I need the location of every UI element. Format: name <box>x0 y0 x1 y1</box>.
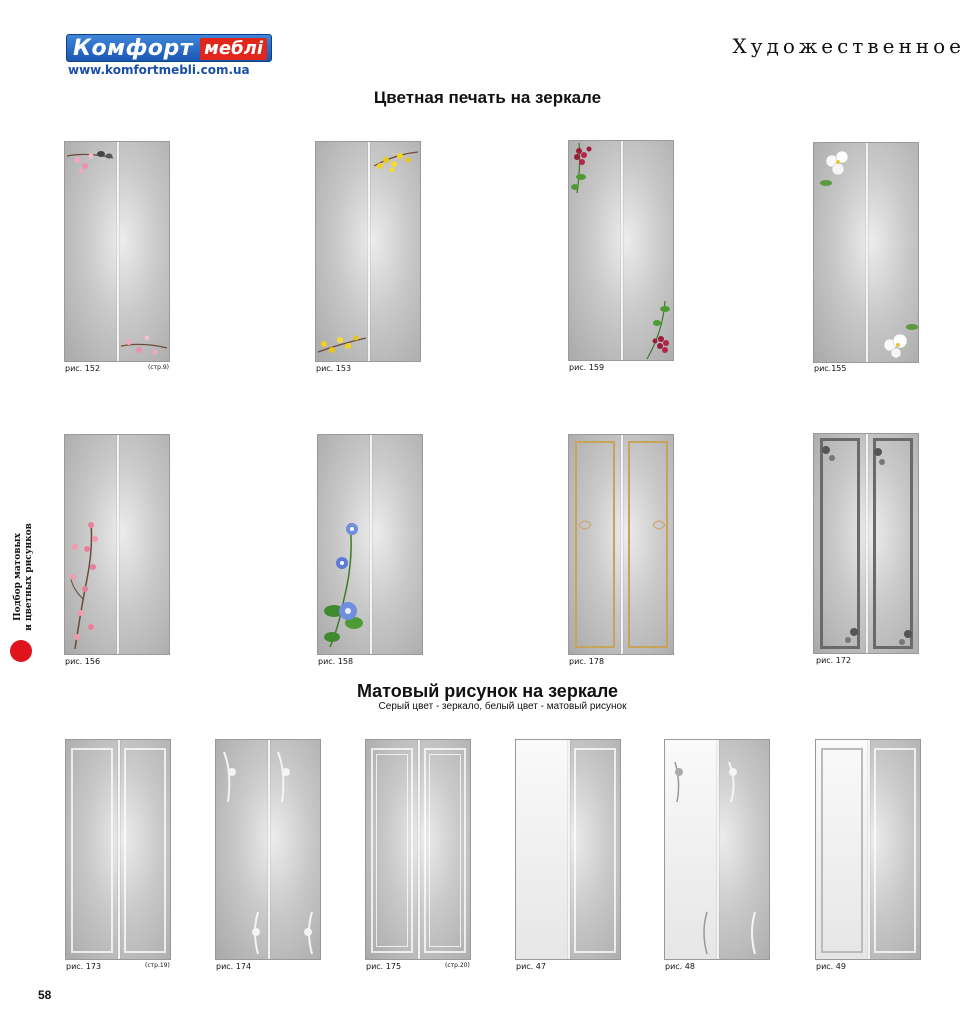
door-panel-175[interactable] <box>365 739 471 960</box>
page-ref[interactable]: (стр.19) <box>145 962 170 969</box>
matte-frame-ornament-icon <box>71 748 113 953</box>
matte-classic-frame-icon <box>874 748 916 953</box>
logo-badge <box>66 34 272 62</box>
logo-url[interactable]: www.komfortmebli.com.ua <box>68 63 250 77</box>
gold-frame-icon <box>575 441 615 648</box>
door-panel-156[interactable] <box>64 434 170 655</box>
door-panel-173[interactable] <box>65 739 171 960</box>
page-ref[interactable]: (стр.9) <box>148 364 170 371</box>
caption: рис. 49 <box>816 962 846 971</box>
door-panel-49[interactable] <box>815 739 921 960</box>
page-ref[interactable]: (стр.20) <box>445 962 470 969</box>
caption: рис. 178 <box>569 657 605 666</box>
door-panel-155[interactable] <box>813 142 919 363</box>
caption: рис. 156 <box>65 657 101 666</box>
matte-half-white-icon <box>516 740 568 959</box>
section-subtitle-matte: Серый цвет - зеркало, белый цвет - матовый рисунок <box>378 701 627 712</box>
white-flowers-icon <box>816 147 860 191</box>
cherry-blossom-birds-icon <box>67 144 115 176</box>
grapes-bottom-icon <box>643 301 673 361</box>
blue-morning-glory-icon <box>320 519 370 651</box>
side-tab-dot-icon <box>10 640 32 662</box>
door-panel-153[interactable] <box>315 141 421 362</box>
side-tab-label: Подбор матовых и цветных рисунков <box>13 523 34 631</box>
door-panel-159[interactable] <box>568 140 674 361</box>
caption: рис. 48 <box>665 962 695 971</box>
door-panel-172[interactable] <box>813 433 919 654</box>
pink-sakura-branch-icon <box>67 519 107 651</box>
section-title-color-print: Цветная печать на зеркале <box>373 88 602 107</box>
caption: рис. 47 <box>516 962 546 971</box>
gold-frame-icon <box>628 441 668 648</box>
caption: рис. 175 <box>366 962 402 971</box>
page-title: Художественное <box>732 34 965 58</box>
company-logo[interactable] <box>66 34 276 80</box>
grapes-icon <box>571 143 601 195</box>
logo-accent-text: меблі <box>200 38 267 60</box>
door-panel-152[interactable] <box>64 141 170 362</box>
caption: рис. 172 <box>816 656 852 665</box>
door-panel-47[interactable] <box>515 739 621 960</box>
section-title-matte: Матовый рисунок на зеркале <box>356 681 619 701</box>
cherry-blossom-bottom-icon <box>119 328 169 358</box>
door-panel-48[interactable] <box>664 739 770 960</box>
page-number: 58 <box>38 988 52 1002</box>
door-panel-178[interactable] <box>568 434 674 655</box>
caption: рис. 174 <box>216 962 252 971</box>
caption: рис. 152 <box>65 364 101 373</box>
logo-main-text: Комфорт <box>73 36 194 61</box>
yellow-mimosa-bottom-icon <box>316 328 368 358</box>
caption: рис. 159 <box>569 363 605 372</box>
white-flowers-bottom-icon <box>876 317 920 361</box>
caption: рис.155 <box>814 364 847 373</box>
matte-frame-ornament-icon <box>124 748 166 953</box>
dark-frame-floral-icon <box>816 436 920 653</box>
caption: рис. 158 <box>318 657 354 666</box>
door-panel-174[interactable] <box>215 739 321 960</box>
caption: рис. 173 <box>66 962 102 971</box>
matte-floral-corner-icon <box>218 742 322 959</box>
side-tab[interactable] <box>4 518 42 668</box>
caption: рис. 153 <box>316 364 352 373</box>
matte-lily-icon <box>667 742 771 959</box>
door-panel-158[interactable] <box>317 434 423 655</box>
gold-ornament-icon <box>577 515 667 535</box>
yellow-mimosa-icon <box>372 146 420 176</box>
